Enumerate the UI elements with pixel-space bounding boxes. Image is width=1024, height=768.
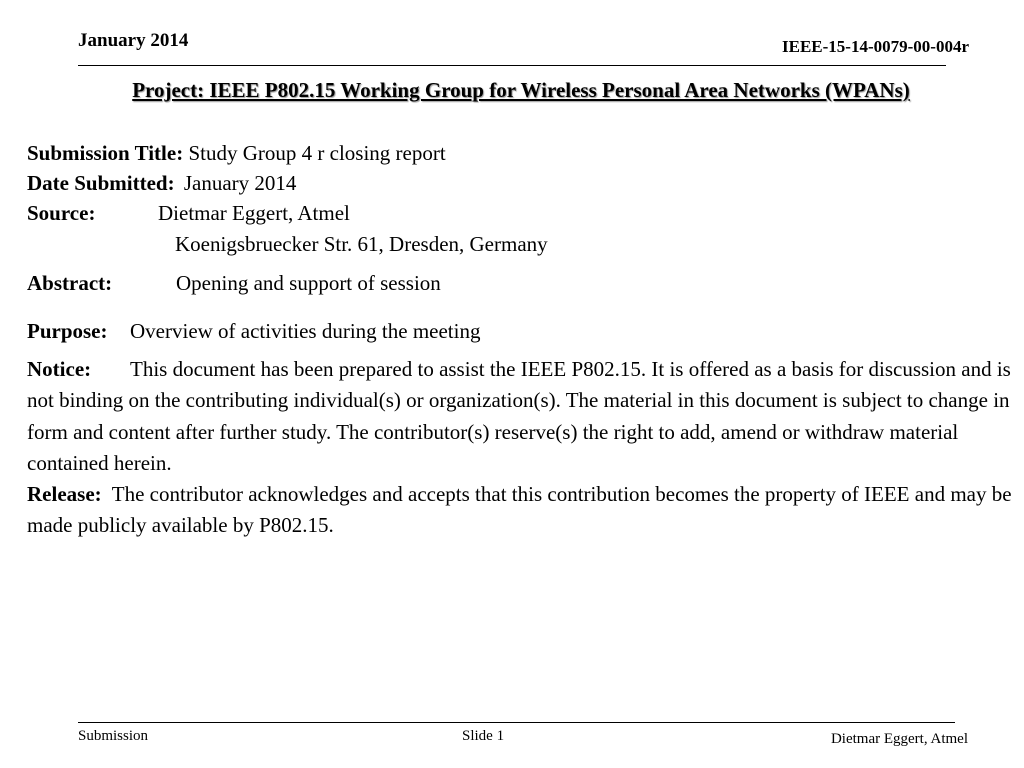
notice-label: Notice: [27,357,92,381]
submission-title-row [27,141,446,165]
date-submitted-value: January 2014 [183,171,297,195]
source-row [27,201,350,225]
footer-divider [78,722,955,723]
submission-title-value: Study Group 4 r closing report [188,141,446,165]
purpose-label: Purpose: [27,319,108,343]
source-line-1: Dietmar Eggert, Atmel [158,201,350,225]
document-id: IEEE-15-14-0079-00-004r [782,37,969,56]
notice-text: This document has been prepared to assist the IEEE P802.15. It is offered as a basis for discussion and is not binding on the contributing individual(s) or organization(s). The material in this document is subject to change in form and content after further study. The contributor(s) reserve(s) the right to add, amend or withdraw material contained herein. [27,357,1011,475]
source-label: Source: [27,201,96,225]
purpose-value: Overview of activities during the meeting [130,319,481,343]
submission-title-label: Submission Title: [27,141,184,165]
project-title: Project: IEEE P802.15 Working Group for Wireless Personal Area Networks (WPANs) [132,78,910,102]
slide-number: Slide 1 [462,728,505,744]
header-divider [78,65,946,66]
purpose-row [27,319,480,343]
abstract-row [27,271,441,295]
date-submitted-label: Date Submitted: [27,171,175,195]
date-submitted-row [27,171,296,195]
footer-submission: Submission [78,728,149,744]
source-line-2: Koenigsbruecker Str. 61, Dresden, Germany [175,232,548,256]
release-label: Release: [27,482,102,507]
abstract-label: Abstract: [27,271,113,295]
header-date: January 2014 [78,30,189,51]
footer-author: Dietmar Eggert, Atmel [830,731,968,747]
abstract-value: Opening and support of session [176,271,441,295]
release-text: The contributor acknowledges and accepts that this contribution becomes the property of IEEE and may be made publicly available by P802.15. [27,482,1012,538]
notice-paragraph [27,354,1017,542]
